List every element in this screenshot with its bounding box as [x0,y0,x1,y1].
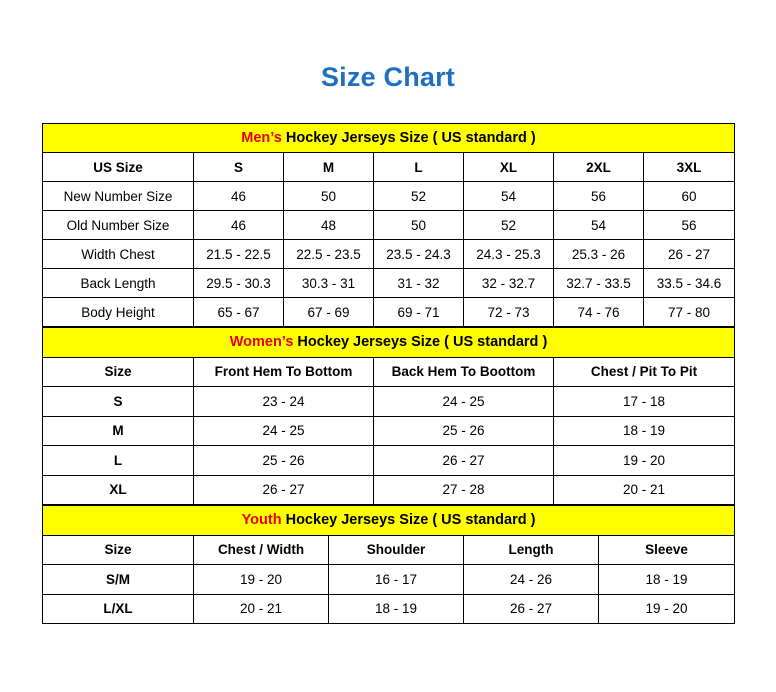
table-cell: 25.3 - 26 [554,240,644,269]
row-label: M [43,416,194,446]
table-cell: 77 - 80 [644,298,735,327]
table-cell: 24 - 26 [464,565,599,595]
table-row [43,565,735,595]
table-row [43,475,735,505]
table-cell: 16 - 17 [329,565,464,595]
womens-banner-rest: Hockey Jerseys Size ( US standard ) [293,334,548,351]
row-label: S [43,387,194,417]
womens-banner [43,328,735,358]
table-cell: 21.5 - 22.5 [194,240,284,269]
table-cell: 60 [644,182,735,211]
table-cell: 56 [554,182,644,211]
row-label: Width Chest [43,240,194,269]
youth-header-cell: Size [43,535,194,565]
table-cell: 19 - 20 [599,594,735,624]
row-label: Old Number Size [43,211,194,240]
table-cell: 72 - 73 [464,298,554,327]
row-label: XL [43,475,194,505]
table-row [43,416,735,446]
womens-header-cell: Front Hem To Bottom [194,357,374,387]
table-cell: 25 - 26 [374,416,554,446]
tables-container [42,93,734,624]
table-cell: 69 - 71 [374,298,464,327]
womens-header-cell: Size [43,357,194,387]
table-row [43,594,735,624]
row-label: Back Length [43,269,194,298]
table-cell: 48 [284,211,374,240]
table-cell: 27 - 28 [374,475,554,505]
table-cell: 33.5 - 34.6 [644,269,735,298]
table-cell: 19 - 20 [194,565,329,595]
table-cell: 26 - 27 [464,594,599,624]
table-cell: 54 [464,182,554,211]
table-cell: 22.5 - 23.5 [284,240,374,269]
table-cell: 17 - 18 [554,387,735,417]
table-cell: 65 - 67 [194,298,284,327]
table-cell: 32 - 32.7 [464,269,554,298]
mens-banner-rest: Hockey Jerseys Size ( US standard ) [281,130,536,146]
womens-banner-accent: Women’s [229,334,294,351]
table-banner-row [43,506,735,536]
table-cell: 50 [374,211,464,240]
table-cell: 20 - 21 [194,594,329,624]
table-cell: 24.3 - 25.3 [464,240,554,269]
youth-header-cell: Shoulder [329,535,464,565]
table-row [43,182,735,211]
table-cell: 74 - 76 [554,298,644,327]
table-cell: 24 - 25 [374,387,554,417]
row-label: Body Height [43,298,194,327]
table-cell: 23 - 24 [194,387,374,417]
table-row [43,446,735,476]
table-cell: 46 [194,211,284,240]
row-label: L/XL [43,594,194,624]
mens-header-cell: 2XL [554,153,644,182]
table-row [43,240,735,269]
table-row [43,387,735,417]
table-cell: 52 [464,211,554,240]
youth-banner-rest: Hockey Jerseys Size ( US standard ) [281,512,536,529]
table-cell: 67 - 69 [284,298,374,327]
mens-banner [43,124,735,153]
table-cell: 26 - 27 [374,446,554,476]
page-title: Size Chart [320,62,456,92]
table-cell: 20 - 21 [554,475,735,505]
youth-header-cell: Sleeve [599,535,735,565]
youth-banner-accent: Youth [241,512,282,529]
mens-banner-accent: Men’s [241,130,282,146]
table-cell: 24 - 25 [194,416,374,446]
table-cell: 52 [374,182,464,211]
table-cell: 19 - 20 [554,446,735,476]
youth-header-cell: Length [464,535,599,565]
mens-header-cell: XL [464,153,554,182]
table-cell: 54 [554,211,644,240]
table-cell: 26 - 27 [194,475,374,505]
mens-header-cell: US Size [43,153,194,182]
table-cell: 50 [284,182,374,211]
table-cell: 18 - 19 [599,565,735,595]
table-cell: 30.3 - 31 [284,269,374,298]
table-cell: 26 - 27 [644,240,735,269]
table-cell: 18 - 19 [329,594,464,624]
row-label: L [43,446,194,476]
womens-header-cell: Chest / Pit To Pit [554,357,735,387]
table-cell: 56 [644,211,735,240]
mens-size-table [42,123,735,327]
table-row [43,269,735,298]
mens-header-cell: S [194,153,284,182]
table-cell: 23.5 - 24.3 [374,240,464,269]
table-banner-row [43,328,735,358]
row-label: New Number Size [43,182,194,211]
table-header-row [43,357,735,387]
youth-size-table [42,505,735,624]
table-header-row [43,153,735,182]
table-banner-row [43,124,735,153]
row-label: S/M [43,565,194,595]
mens-header-cell: L [374,153,464,182]
mens-header-cell: M [284,153,374,182]
mens-header-cell: 3XL [644,153,735,182]
table-cell: 29.5 - 30.3 [194,269,284,298]
table-cell: 46 [194,182,284,211]
womens-header-cell: Back Hem To Boottom [374,357,554,387]
table-cell: 25 - 26 [194,446,374,476]
table-row [43,298,735,327]
youth-header-cell: Chest / Width [194,535,329,565]
womens-size-table [42,327,735,505]
table-cell: 18 - 19 [554,416,735,446]
table-cell: 31 - 32 [374,269,464,298]
table-header-row [43,535,735,565]
youth-banner [43,506,735,536]
table-row [43,211,735,240]
table-cell: 32.7 - 33.5 [554,269,644,298]
